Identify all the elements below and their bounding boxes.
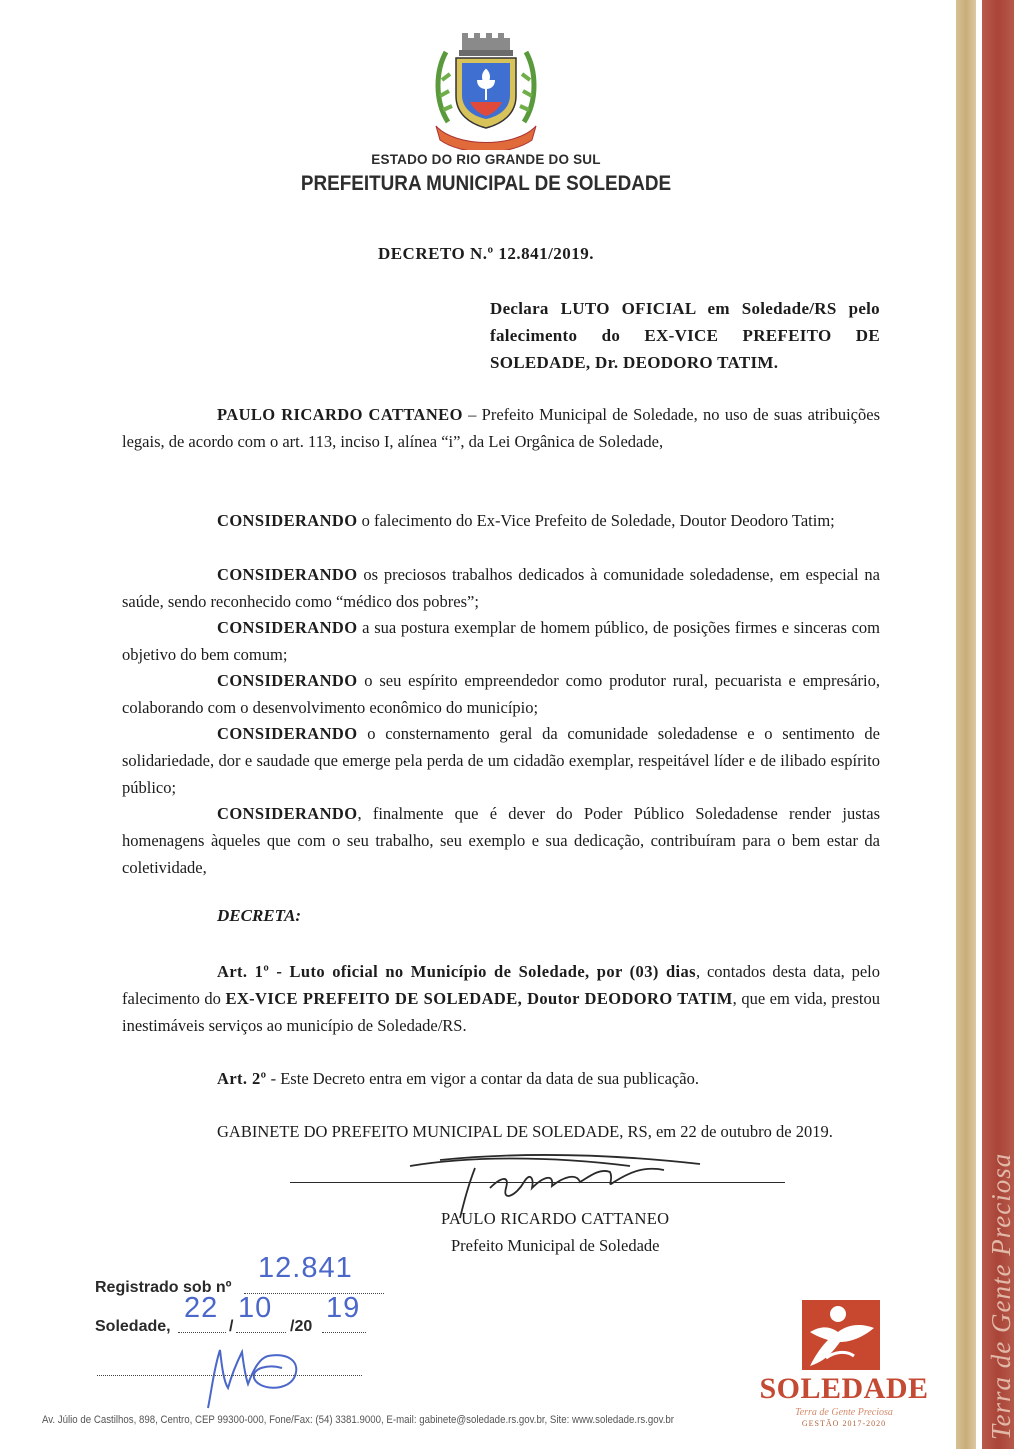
- closing-paragraph: GABINETE DO PREFEITO MUNICIPAL DE SOLEDADE, RS, em 22 de outubro de 2019.: [217, 1122, 833, 1141]
- considerando-1: [122, 507, 880, 534]
- signature-line: [290, 1182, 785, 1183]
- footer-address: Av. Júlio de Castilhos, 898, Centro, CEP 99300-000, Fone/Fax: (54) 3381.9000, E-mail: gabinete@soledade.rs.gov.br, Site: www.soledade.rs.gov.br: [42, 1414, 675, 1426]
- preamble-text: – Prefeito Municipal de Soledade, no uso de suas atribuições legais, de acordo com o art. 113, inciso I, alínea “i”, da Lei Orgânica de Soledade,: [122, 405, 880, 451]
- year-prefix: /20: [290, 1318, 313, 1335]
- registration-month: 10: [238, 1292, 273, 1324]
- registration-number: 12.841: [258, 1252, 353, 1284]
- considerando-label: CONSIDERANDO: [217, 804, 358, 823]
- considerando-label: CONSIDERANDO: [217, 671, 358, 690]
- logo-tagline: Terra de Gente Preciosa: [795, 1407, 893, 1418]
- initials-dotted-line: [97, 1375, 362, 1376]
- registration-day: 22: [184, 1292, 219, 1324]
- day-dotted-line: [178, 1332, 226, 1333]
- considerando-label: CONSIDERANDO: [217, 618, 358, 637]
- considerando-text: a sua postura exemplar de homem público, de posições firmes e sinceras com objetivo do bem comum;: [122, 618, 880, 664]
- logo-wordmark: SOLEDADE: [759, 1372, 929, 1405]
- decree-title: DECRETO N.º 12.841/2019.: [377, 244, 595, 263]
- considerando-text: o seu espírito empreendedor como produtor rural, pecuarista e empresário, colaborando com o desenvolvimento econômico do município;: [122, 671, 880, 717]
- registration-label: Registrado sob nº: [95, 1279, 232, 1296]
- considerando-2: [122, 561, 880, 615]
- article-2-lead: Art. 2º: [217, 1069, 267, 1088]
- decree-summary: Declara LUTO OFICIAL em Soledade/RS pelo falecimento do EX-VICE PREFEITO DE SOLEDADE, Dr. DEODORO TATIM.: [490, 299, 880, 372]
- signatory-name: PAULO RICARDO CATTANEO: [441, 1209, 670, 1228]
- considerando-3: [122, 614, 880, 668]
- article-1-text-end: , que em vida, prestou inestimáveis serviços ao município de Soledade/RS.: [122, 989, 880, 1035]
- considerando-text: os preciosos trabalhos dedicados à comunidade soledadense, em especial na saúde, sendo reconhecido como “médico dos pobres”;: [122, 565, 880, 611]
- month-dotted-line: [236, 1332, 286, 1333]
- considerando-label: CONSIDERANDO: [217, 724, 358, 743]
- preamble-paragraph: [122, 401, 880, 455]
- article-1-text: , contados desta data, pelo falecimento do: [122, 962, 880, 1008]
- year-dotted-line: [322, 1332, 366, 1333]
- state-heading: ESTADO DO RIO GRANDE DO SUL: [371, 152, 601, 167]
- considerando-label: CONSIDERANDO: [217, 565, 358, 584]
- article-1-lead: Art. 1º - Luto oficial no Município de Soledade, por (03) dias: [217, 962, 697, 981]
- considerando-text: o falecimento do Ex-Vice Prefeito de Soledade, Doutor Deodoro Tatim;: [357, 511, 835, 530]
- article-2: [122, 1065, 880, 1092]
- mayor-name: PAULO RICARDO CATTANEO: [217, 405, 463, 424]
- municipal-crest-icon: [430, 30, 542, 150]
- date-separator: /: [229, 1318, 234, 1335]
- considerando-label: CONSIDERANDO: [217, 511, 358, 530]
- decreta-heading: DECRETA:: [217, 906, 302, 925]
- crest-banner-text: SOLEDADE: [460, 130, 512, 140]
- side-band-slogan: Terra de Gente Preciosa: [986, 1152, 1016, 1440]
- logo-term: GESTÃO 2017-2020: [801, 1419, 887, 1428]
- article-1: [122, 958, 880, 1039]
- registration-city: Soledade,: [95, 1318, 171, 1335]
- side-band-gold: [956, 0, 976, 1449]
- article-1-honoree: EX-VICE PREFEITO DE SOLEDADE, Doutor DEODORO TATIM: [225, 989, 733, 1008]
- considerando-4: [122, 667, 880, 721]
- considerando-text: , finalmente que é dever do Poder Público Soledadense render justas homenagens àqueles que com o seu trabalho, seu exemplo e sua dedicação, contribuíram para o bem estar da coletividade,: [122, 804, 880, 877]
- considerando-text: o consternamento geral da comunidade soledadense e o sentimento de solidariedade, dor e saudade que emerge pela perda de um cidadão exemplar, respeitável líder e de ilibado espírito público;: [122, 724, 880, 797]
- article-2-text: - Este Decreto entra em vigor a contar da data de sua publicação.: [266, 1069, 699, 1088]
- registration-year: 19: [326, 1292, 361, 1324]
- considerando-5: [122, 720, 880, 801]
- signatory-role: Prefeito Municipal de Soledade: [451, 1236, 660, 1255]
- prefecture-heading: PREFEITURA MUNICIPAL DE SOLEDADE: [300, 172, 672, 195]
- considerando-6: [122, 800, 880, 881]
